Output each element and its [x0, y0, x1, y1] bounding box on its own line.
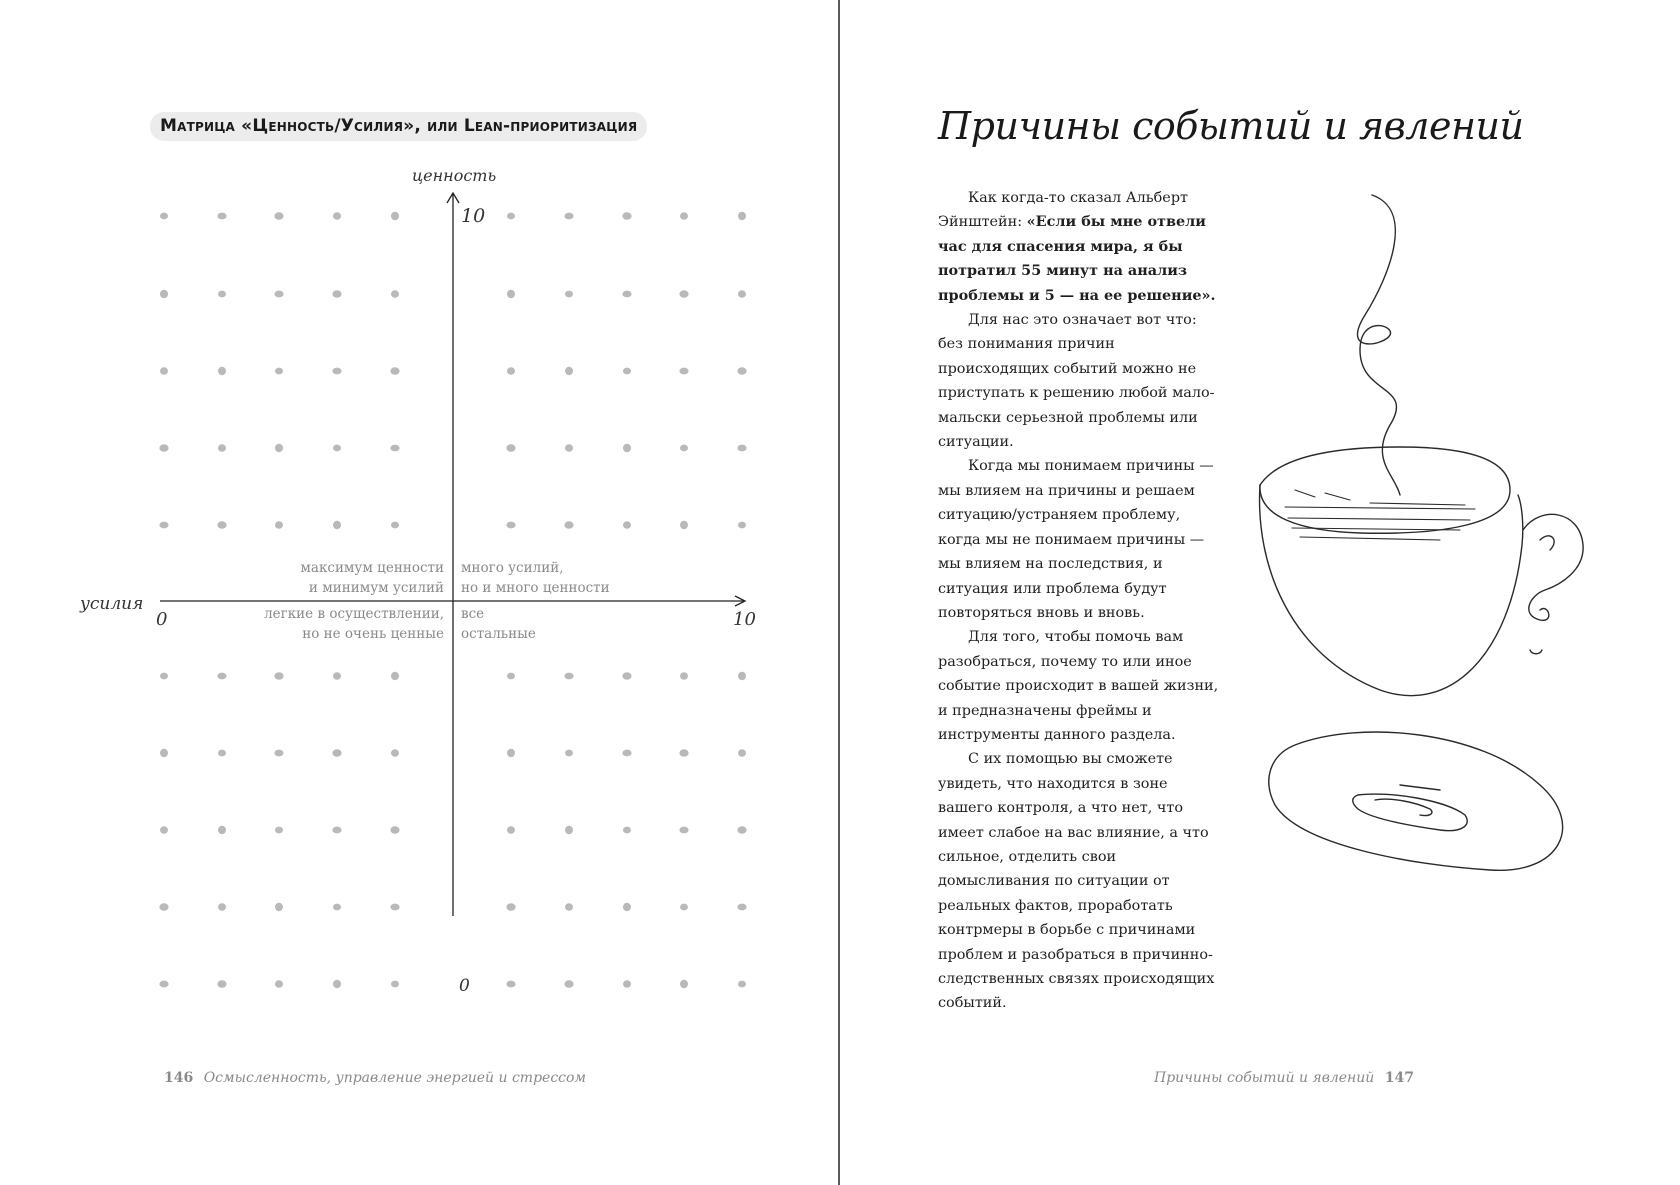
- grid-dot: [623, 827, 631, 834]
- paragraph-5: С их помощью вы сможете увидеть, что находится в зоне вашего контроля, а что нет, что имеет слабое на вас влияние, а что сильное, отделить свои домысливания по ситуации от реальных фактов, проработать контрмеры в борьбе с причинами проблем и разобраться в причинно-следственных связях происходящих событий.: [938, 751, 1215, 1012]
- grid-dot: [738, 212, 746, 220]
- value-effort-matrix: [0, 0, 838, 1185]
- y-min-tick: 0: [459, 976, 470, 996]
- grid-dot: [679, 368, 688, 375]
- grid-dot: [391, 749, 399, 757]
- grid-dot: [217, 213, 226, 220]
- grid-dot: [506, 522, 515, 529]
- left-page: [0, 0, 838, 1185]
- grid-dot: [332, 749, 341, 757]
- grid-dot: [390, 904, 399, 911]
- page-number: 146: [164, 1070, 194, 1086]
- grid-dot: [274, 212, 283, 220]
- grid-dot: [680, 904, 688, 911]
- grid-dot: [159, 981, 168, 988]
- cup-body: [1260, 485, 1523, 696]
- grid-dot: [333, 904, 341, 911]
- grid-dot: [679, 827, 688, 834]
- grid-dot: [622, 212, 631, 220]
- grid-dot: [564, 213, 573, 220]
- grid-dot: [160, 367, 168, 375]
- grid-dot: [623, 521, 631, 529]
- grid-dot: [565, 903, 573, 911]
- paragraph-3: Когда мы понимаем причины — мы влияем на причины и решаем ситуацию/устраняем проблему, когда мы не понимаем причины — мы влияем на последствия, и ситуация или проблема будут повторяться вновь и вновь.: [938, 458, 1214, 621]
- grid-dot: [564, 980, 573, 988]
- coffee-cup-illustration-icon: [1240, 185, 1600, 955]
- paragraph-1-intro: Как когда-то сказал Альберт Эйнштейн:: [938, 190, 1188, 231]
- grid-dot: [622, 750, 631, 757]
- grid-dot: [680, 445, 688, 452]
- grid-dot: [218, 444, 226, 452]
- grid-dot: [391, 672, 399, 680]
- grid-dot: [275, 980, 283, 988]
- grid-dot: [332, 827, 341, 834]
- grid-dot: [565, 826, 573, 834]
- grid-dot: [680, 672, 688, 680]
- saucer-highlight: [1400, 785, 1440, 790]
- grid-dot: [507, 673, 515, 680]
- grid-dot: [622, 672, 631, 680]
- grid-dot: [680, 980, 688, 988]
- quadrant-top-left-line-2: и минимум усилий: [308, 580, 444, 596]
- grid-dot: [333, 445, 341, 452]
- grid-dot: [217, 980, 226, 988]
- grid-dot: [565, 367, 573, 375]
- grid-dot: [565, 444, 573, 452]
- left-page-footer: [158, 1070, 586, 1086]
- spoon-outer: [1353, 794, 1467, 831]
- grid-dot: [680, 521, 688, 529]
- grid-dot: [218, 291, 226, 298]
- grid-dot: [564, 673, 573, 680]
- grid-dot: [217, 521, 226, 529]
- grid-dot: [333, 672, 341, 680]
- grid-dot: [506, 903, 515, 911]
- grid-dot: [218, 903, 226, 911]
- grid-dot: [623, 903, 631, 911]
- grid-dot: [507, 290, 515, 298]
- einstein-quote: «Если бы мне отвели час для спасения мира, я бы потратил 55 минут на анализ проблемы и 5 — на ее решение».: [938, 213, 1216, 304]
- grid-dot: [390, 445, 399, 452]
- grid-dot: [274, 291, 283, 298]
- cup-handle: [1523, 514, 1583, 620]
- running-title: Осмысленность, управление энергией и стрессом: [203, 1070, 587, 1086]
- grid-dot: [275, 827, 283, 834]
- axis-x-label: усилия: [80, 594, 144, 614]
- grid-dot: [737, 445, 746, 452]
- book-spine: [838, 0, 840, 1185]
- grid-dot: [738, 981, 746, 988]
- quadrant-top-right-line-2: но и много ценности: [461, 580, 610, 596]
- grid-dot: [507, 367, 515, 375]
- grid-dot: [275, 903, 283, 911]
- grid-dot: [391, 290, 399, 298]
- grid-dot: [217, 673, 226, 680]
- spoon-inner: [1375, 799, 1432, 815]
- grid-dot: [332, 290, 341, 298]
- steam-line: [1357, 195, 1400, 495]
- grid-dot: [160, 826, 168, 834]
- y-max-tick: 10: [461, 205, 486, 227]
- grid-dot: [680, 212, 688, 220]
- grid-dot: [738, 522, 746, 529]
- x-max-tick: 10: [733, 609, 756, 630]
- grid-dot: [159, 522, 168, 529]
- grid-dot: [623, 368, 631, 375]
- grid-dot: [737, 367, 746, 375]
- coffee-surface: [1285, 490, 1475, 540]
- grid-dot: [737, 904, 746, 911]
- grid-dot: [390, 367, 399, 375]
- grid-dot: [679, 749, 688, 757]
- grid-dot: [622, 291, 631, 298]
- grid-dot: [738, 749, 746, 757]
- paragraph-2: Для нас это означает вот что: без понимания причин происходящих событий можно не приступать к решению любой мало-мальски серьезной проблемы или ситуации.: [938, 312, 1215, 451]
- grid-dot: [159, 903, 168, 911]
- grid-dot: [738, 672, 746, 680]
- grid-dot: [333, 212, 341, 220]
- grid-dot: [160, 749, 168, 757]
- grid-dot: [506, 981, 515, 988]
- grid-dot: [275, 521, 283, 529]
- grid-dot: [160, 673, 168, 680]
- grid-dot: [564, 521, 573, 529]
- saucer: [1269, 732, 1563, 870]
- grid-dot: [274, 750, 283, 757]
- grid-dot: [391, 981, 399, 988]
- paragraph-4: Для того, чтобы помочь вам разобраться, почему то или иное событие происходит в вашей жизни, и предназначены фреймы и инструменты данного раздела.: [938, 629, 1219, 743]
- grid-dot: [274, 672, 283, 680]
- grid-dot: [160, 290, 168, 298]
- cup-rim: [1260, 447, 1510, 533]
- grid-dot: [738, 290, 746, 298]
- running-title: Причины событий и явлений: [1154, 1070, 1375, 1086]
- grid-dot: [506, 444, 515, 452]
- quadrant-top-left-line-1: максимум ценности: [300, 560, 444, 576]
- grid-dot: [218, 367, 226, 375]
- grid-dot: [333, 521, 341, 529]
- handle-tail: [1530, 650, 1542, 654]
- grid-dot: [160, 213, 168, 220]
- body-text: [938, 186, 1222, 1016]
- quadrant-bottom-left-line-2: но не очень ценные: [302, 626, 444, 642]
- page-number: 147: [1384, 1070, 1414, 1086]
- paragraph-1: [938, 186, 1222, 308]
- grid-dot: [623, 980, 631, 988]
- grid-dot: [159, 444, 168, 452]
- grid-dot: [218, 826, 226, 834]
- grid-dot: [623, 444, 631, 452]
- grid-dot: [507, 749, 515, 757]
- axis-y-label: ценность: [412, 166, 497, 185]
- grid-dot: [737, 826, 746, 834]
- quadrant-top-right-line-1: много усилий,: [461, 560, 564, 576]
- grid-dot: [565, 750, 573, 757]
- grid-dot: [679, 290, 688, 298]
- matrix-title: Матрица «Ценность/Усилия», или Lean-приоритизация: [150, 112, 647, 141]
- grid-dot: [332, 368, 341, 375]
- grid-dot: [565, 291, 573, 298]
- quadrant-bottom-right-line-1: все: [461, 606, 485, 622]
- handle-curl: [1540, 536, 1554, 550]
- section-title: Причины событий и явлений: [938, 104, 1524, 148]
- grid-dot: [333, 980, 341, 988]
- quadrant-bottom-right-line-2: остальные: [461, 626, 536, 642]
- grid-dot: [507, 213, 515, 220]
- grid-dot: [275, 444, 283, 452]
- grid-dot: [275, 368, 283, 375]
- grid-dot: [391, 522, 399, 529]
- right-page-footer: [1154, 1070, 1420, 1086]
- grid-dot: [218, 750, 226, 757]
- grid-dot: [390, 826, 399, 834]
- grid-dot: [507, 826, 515, 834]
- x-min-tick: 0: [156, 609, 168, 630]
- quadrant-bottom-left-line-1: легкие в осуществлении,: [264, 606, 444, 622]
- grid-dot: [391, 212, 399, 220]
